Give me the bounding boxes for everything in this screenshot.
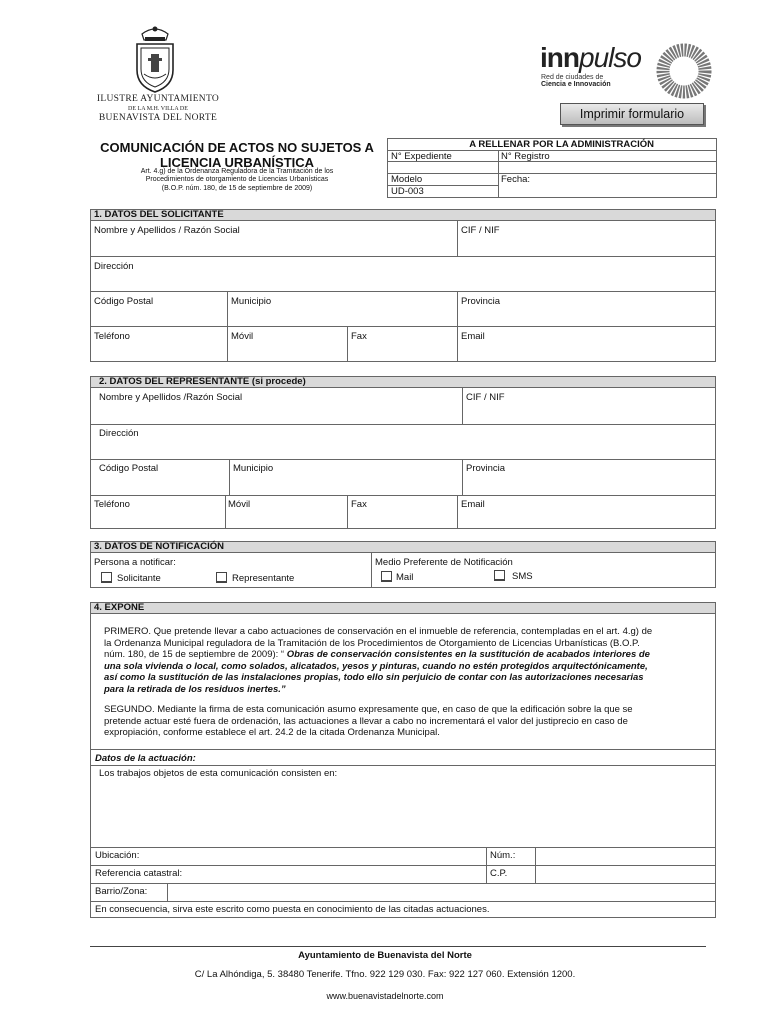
s1-provincia-field[interactable]: Provincia: [461, 296, 501, 307]
datos-actuacion-label: Datos de la actuación:: [95, 753, 196, 764]
innpulso-logo: innpulso: [540, 42, 641, 73]
registro-label: N° Registro: [501, 151, 550, 162]
s2-fax-field[interactable]: Fax: [351, 499, 367, 510]
representante-checkbox[interactable]: [216, 572, 227, 583]
footer-website-link[interactable]: www.buenavistadelnorte.com: [326, 991, 444, 1001]
logo-subtitle-2: Ciencia e Innovación: [541, 81, 611, 88]
s1-nombre-field[interactable]: Nombre y Apellidos / Razón Social: [94, 225, 240, 236]
expediente-label: N° Expediente: [391, 151, 452, 162]
section-2-title: 2. DATOS DEL REPRESENTANTE (si procede): [91, 377, 715, 388]
footer-divider: [90, 946, 706, 947]
referencia-catastral-field[interactable]: Referencia catastral:: [95, 868, 183, 879]
consecuencia-text: En consecuencia, sirva este escrito como puesta en conocimiento de las citadas actuaciones.: [95, 904, 490, 915]
mail-label: Mail: [396, 572, 414, 583]
council-name-line3: BUENAVISTA DEL NORTE: [98, 113, 218, 123]
s1-email-field[interactable]: Email: [461, 331, 485, 342]
section-solicitante: [90, 209, 716, 362]
solicitante-label: Solicitante: [117, 573, 161, 584]
sms-checkbox[interactable]: [494, 570, 505, 581]
form-subtitle: Art. 4.g) de la Ordenanza Reguladora de la Tramitación de los Procedimientos de otorgamiento de Licencias Urbanísticas (B.O.P. núm. 180, de 15 de septiembre de 2009): [140, 168, 334, 192]
innpulso-ring-icon: [655, 42, 713, 100]
section-4-title: 4. EXPONE: [91, 603, 715, 614]
s2-municipio-field[interactable]: Municipio: [233, 463, 274, 474]
s2-nombre-field[interactable]: Nombre y Apellidos /Razón Social: [99, 392, 243, 403]
s1-fax-field[interactable]: Fax: [351, 331, 367, 342]
coat-of-arms-icon: [132, 24, 178, 94]
medio-notificacion-label: Medio Preferente de Notificación: [375, 557, 513, 568]
primero-paragraph: PRIMERO. Que pretende llevar a cabo actuaciones de conservación en el inmueble de referencia, contempladas en el art. 4.g) de la Ordenanza Municipal reguladora de la Tramitación de los Procedimientos de Otorgamiento de Licencias Urbanísticas (B.O.P. núm. 180, de 15 de septiembre de 2009): “ Obras de conservación consistentes en la sustitución de acabados interiores de una sola vivienda o local, como solados, alicatados, yesos y pinturas, cuando no estén protegidos arquitectónicamente, así como la sustitución de las instalaciones propias, todo ello sin perjuicio de contar con las autorizaciones necesarias para la retirada de los residuos inertes.”: [104, 626, 653, 695]
cp-field[interactable]: C.P.: [490, 868, 508, 879]
footer-address: C/ La Alhóndiga, 5. 38480 Tenerife. Tfno. 922 129 030. Fax: 922 127 060. Extensión 1200.: [194, 969, 576, 980]
logo-subtitle-1: Red de ciudades de: [541, 74, 604, 81]
s1-movil-field[interactable]: Móvil: [231, 331, 254, 342]
solicitante-checkbox[interactable]: [101, 572, 112, 583]
representante-label: Representante: [232, 573, 295, 584]
trabajos-field[interactable]: Los trabajos objetos de esta comunicación consisten en:: [99, 768, 338, 779]
num-field[interactable]: Núm.:: [490, 850, 516, 861]
s1-cif-field[interactable]: CIF / NIF: [461, 225, 500, 236]
s2-telefono-field[interactable]: Teléfono: [94, 499, 130, 510]
admin-box: [387, 138, 717, 198]
section-3-title: 3. DATOS DE NOTIFICACIÓN: [91, 542, 715, 553]
modelo-label: Modelo: [391, 174, 423, 185]
section-1-title: 1. DATOS DEL SOLICITANTE: [91, 210, 715, 221]
council-name-line1: ILUSTRE AYUNTAMIENTO: [96, 94, 220, 104]
mail-checkbox[interactable]: [381, 571, 392, 582]
council-name-line2: DE LA M.H. VILLA DE: [128, 106, 188, 112]
s1-cp-field[interactable]: Código Postal: [94, 296, 154, 307]
sms-label: SMS: [512, 571, 533, 582]
section-representante: [90, 376, 716, 529]
s2-email-field[interactable]: Email: [461, 499, 485, 510]
fecha-label: Fecha:: [501, 174, 531, 185]
s1-telefono-field[interactable]: Teléfono: [94, 331, 130, 342]
print-form-button[interactable]: Imprimir formulario: [560, 103, 704, 125]
s1-municipio-field[interactable]: Municipio: [231, 296, 272, 307]
s2-cp-field[interactable]: Código Postal: [99, 463, 159, 474]
ubicacion-field[interactable]: Ubicación:: [95, 850, 140, 861]
segundo-paragraph: SEGUNDO. Mediante la firma de esta comunicación asumo expresamente que, en caso de que la edificación sobre la que se pretende actuar esté fuera de ordenación, las actuaciones a llevar a cabo no incrementará el valor del justiprecio en caso de expropiación, conforme establece el art. 24.2 de la citada Ordenanza Municipal.: [104, 704, 633, 738]
persona-notificar-label: Persona a notificar:: [94, 557, 176, 568]
s1-direccion-field[interactable]: Dirección: [94, 261, 134, 272]
s2-cif-field[interactable]: CIF / NIF: [466, 392, 505, 403]
s2-direccion-field[interactable]: Dirección: [99, 428, 139, 439]
form-title: COMUNICACIÓN DE ACTOS NO SUJETOS A LICENCIA URBANÍSTICA: [100, 140, 374, 170]
s2-provincia-field[interactable]: Provincia: [466, 463, 506, 474]
modelo-value: UD-003: [391, 186, 424, 197]
s2-movil-field[interactable]: Móvil: [228, 499, 251, 510]
admin-heading: A RELLENAR POR LA ADMINISTRACIÓN: [388, 139, 716, 151]
section-notificacion: [90, 541, 716, 588]
footer-organization: Ayuntamiento de Buenavista del Norte: [298, 950, 472, 961]
section-expone: [90, 602, 716, 918]
barrio-zona-field[interactable]: Barrio/Zona:: [95, 886, 148, 897]
